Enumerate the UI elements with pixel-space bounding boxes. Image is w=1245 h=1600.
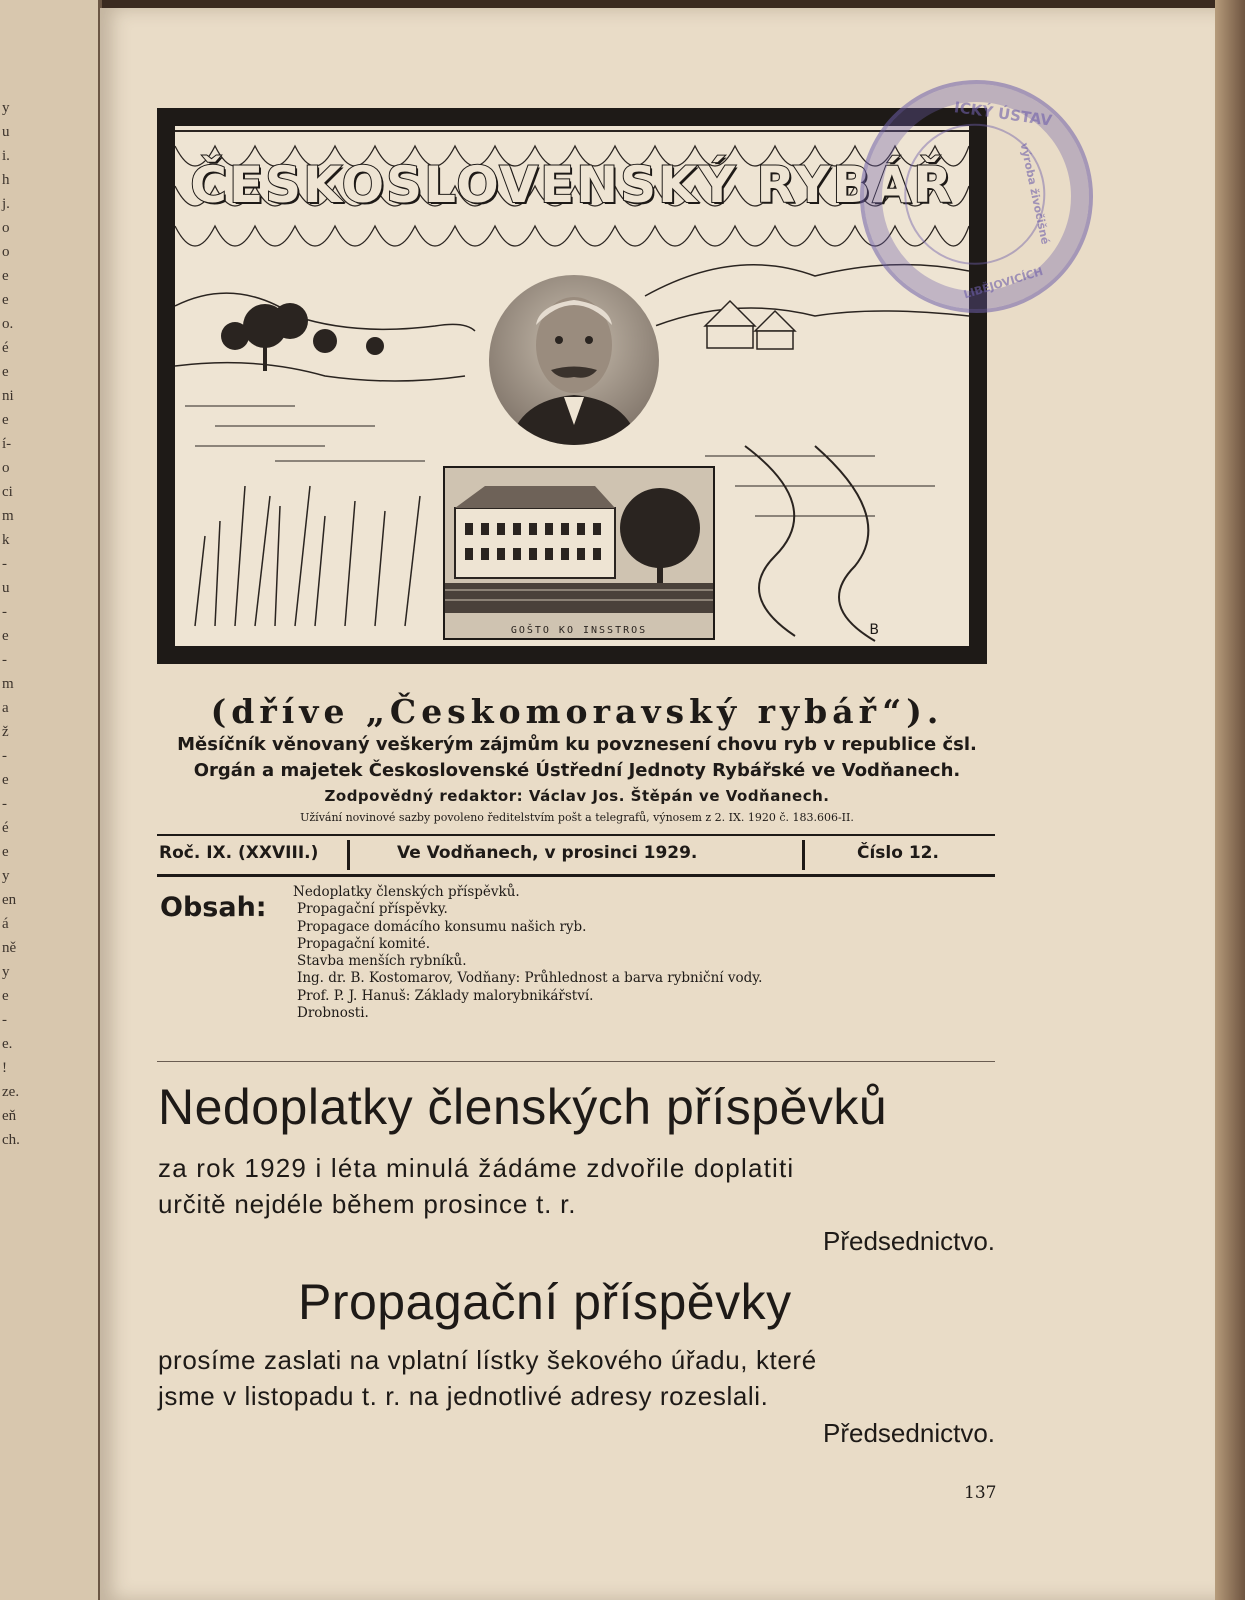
stamp-text-side: výroba živočišné (1017, 141, 1052, 246)
article-signature: Předsednictvo. (823, 1226, 995, 1256)
article-title-unpaid-fees: Nedoplatky členských příspěvků (158, 1079, 888, 1135)
previous-page-fragment: u (2, 124, 10, 140)
reeds (195, 486, 420, 626)
article-body-line: určitě nejdéle během prosince t. r. (158, 1189, 577, 1219)
previous-page-fragment: - (2, 556, 7, 572)
masthead-artwork (175, 126, 969, 646)
previous-page-fragment: - (2, 604, 7, 620)
publication-description: Měsíčník věnovaný veškerým zájmům ku povznesení chovu ryb v republice čsl. (177, 734, 977, 755)
issue-volume: Roč. IX. (XXVIII.) (159, 843, 319, 863)
previous-page-fragment: j. (2, 196, 10, 212)
previous-page-fragment: - (2, 748, 7, 764)
toc-item: Drobnosti. (297, 1005, 369, 1022)
previous-page-fragment: - (2, 796, 7, 812)
toc-item: Ing. dr. B. Kostomarov, Vodňany: Průhlednost a barva rybniční vody. (297, 970, 763, 987)
previous-page-fragment: o (2, 460, 10, 476)
issue-info-bar (157, 834, 995, 877)
article-signature: Předsednictvo. (823, 1418, 995, 1448)
previous-page-fragment: o (2, 244, 10, 260)
previous-page-fragment: í- (2, 436, 12, 452)
previous-page-fragment: ně (2, 940, 17, 956)
toc-item: Propagační příspěvky. (297, 901, 448, 918)
previous-page-fragment: e (2, 628, 9, 644)
previous-page-fragment: ci (2, 484, 13, 500)
previous-page-fragment: e (2, 988, 9, 1004)
toc-item: Stavba menších rybníků. (297, 953, 467, 970)
article-body-line: za rok 1929 i léta minulá žádáme zdvořile doplatiti (158, 1153, 795, 1183)
postal-permit-line: Užívání novinové sazby povoleno ředitelstvím pošt a telegrafů, výnosem z 2. IX. 1920 č. 183.606-II. (300, 811, 854, 824)
artist-monogram: B (869, 622, 879, 638)
page (100, 8, 1220, 1600)
toc-item: Propagace domácího konsumu našich ryb. (297, 918, 587, 935)
previous-page-fragment: k (2, 532, 10, 548)
previous-page-fragment: e (2, 772, 9, 788)
previous-page-fragment: é (2, 820, 9, 836)
previous-page-fragment: ch. (2, 1132, 20, 1148)
building-drawing (445, 468, 713, 638)
previous-page-fragment: e (2, 412, 9, 428)
editor-line: Zodpovědný redaktor: Václav Jos. Štěpán ve Vodňanech. (324, 787, 830, 805)
contents-label: Obsah: (160, 892, 267, 923)
issue-separator (802, 840, 805, 870)
article-body-line: jsme v listopadu t. r. na jednotlivé adresy rozeslali. (158, 1381, 769, 1411)
previous-page-fragment: e (2, 292, 9, 308)
trees-left (221, 303, 384, 371)
article-title-promo-contributions: Propagační příspěvky (298, 1274, 792, 1330)
portrait-figure (489, 275, 659, 445)
previous-page-fragment: a (2, 700, 9, 716)
previous-page-fragment: h (2, 172, 10, 188)
book-edge-right (1215, 0, 1245, 1600)
issue-place-date: Ve Vodňanech, v prosinci 1929. (397, 843, 698, 863)
previous-page-fragment: ze. (2, 1084, 20, 1100)
previous-page-fragment: é (2, 340, 9, 356)
previous-page-fragment: y (2, 964, 10, 980)
previous-page-fragment: e (2, 844, 9, 860)
issue-number: Číslo 12. (857, 843, 939, 863)
institute-building-photo (443, 466, 715, 640)
toc-item: Propagační komité. (297, 935, 431, 952)
previous-page-edge (0, 0, 102, 1600)
previous-page-fragment: i. (2, 148, 10, 164)
previous-page-fragment: u (2, 580, 10, 596)
issue-separator (347, 840, 350, 870)
previous-page-fragment: m (2, 676, 14, 692)
toc-item: Nedoplatky členských příspěvků. (293, 884, 520, 900)
previous-page-fragment: e (2, 268, 9, 284)
previous-page-fragment: - (2, 1012, 7, 1028)
previous-page-fragment: y (2, 868, 10, 884)
page-number: 137 (964, 1483, 997, 1503)
stamp-text-top: ICKÝ ÚSTAV (952, 98, 1054, 130)
previous-page-fragment: o. (2, 316, 14, 332)
previous-page-fragment: en (2, 892, 17, 908)
previous-page-fragment: - (2, 652, 7, 668)
previous-page-fragment: ni (2, 388, 14, 404)
previous-page-fragment: o (2, 220, 10, 236)
article-body-line: prosíme zaslati na vplatní lístky šekového úřadu, které (158, 1345, 817, 1375)
previous-page-fragment: y (2, 100, 10, 116)
masthead-title: ČESKOSLOVENSKÝ RYBÁŘ (190, 156, 954, 214)
previous-page-fragment: eň (2, 1108, 17, 1124)
portrait-medallion (485, 271, 663, 449)
contents-divider (157, 1061, 995, 1062)
photo-caption: GOŠTO KO INSSTROS (510, 625, 648, 636)
stamp-text-bottom: LIBĚJOVICÍCH (962, 264, 1045, 302)
previous-page-fragment: ž (2, 724, 9, 740)
previous-page-fragment: m (2, 508, 14, 524)
previous-page-fragment: á (2, 916, 9, 932)
toc-item: Prof. P. J. Hanuš: Základy malorybnikářství. (297, 987, 594, 1004)
table-of-contents (293, 884, 762, 1022)
subtitle-former-name: (dříve „Českomoravský rybář“). (210, 692, 944, 731)
publisher-line: Orgán a majetek Československé Ústřední Jednoty Rybářské ve Vodňanech. (193, 760, 961, 781)
previous-page-fragment: ! (2, 1060, 7, 1076)
previous-page-fragment: e (2, 364, 9, 380)
river (745, 446, 875, 641)
previous-page-fragment: e. (2, 1036, 13, 1052)
